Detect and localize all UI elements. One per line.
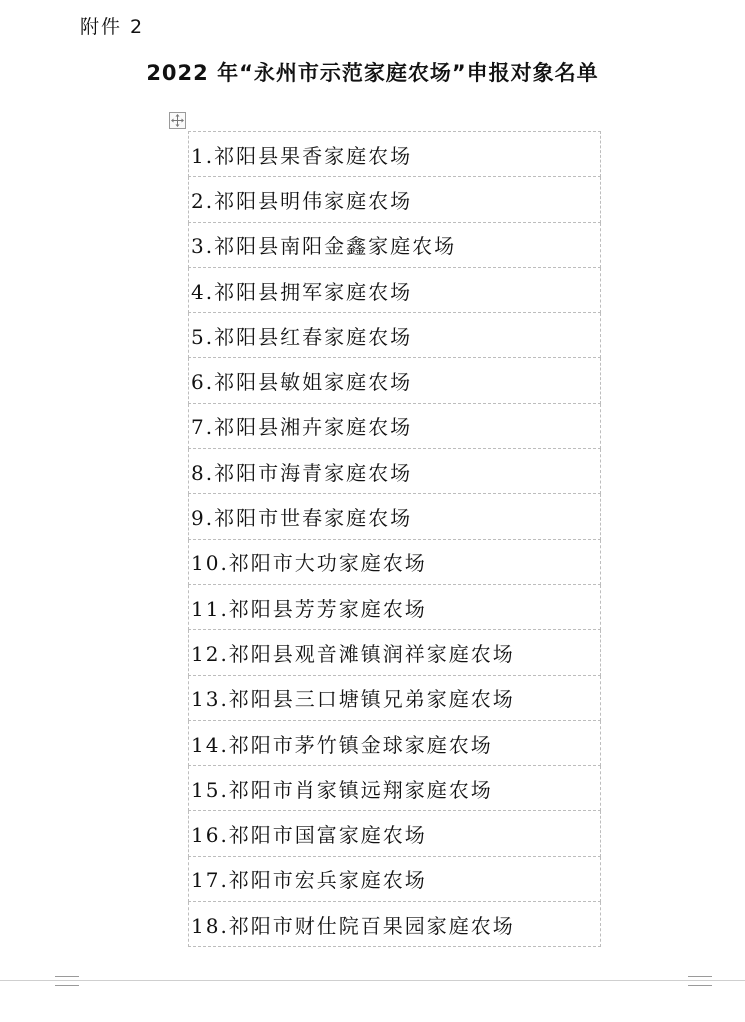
table-row: [189, 630, 601, 675]
applicant-table: [188, 131, 601, 947]
table-cell[interactable]: 13.祁阳县三口塘镇兄弟家庭农场: [189, 675, 601, 720]
table-row: [189, 902, 601, 947]
table-row: [189, 766, 601, 811]
move-cross-icon: [170, 113, 185, 128]
table-row: [189, 675, 601, 720]
page-boundary-line: [0, 980, 745, 981]
table-row: [189, 494, 601, 539]
table-row: [189, 403, 601, 448]
table-cell[interactable]: 5.祁阳县红春家庭农场: [189, 313, 601, 358]
table-cell[interactable]: 18.祁阳市财仕院百果园家庭农场: [189, 902, 601, 947]
right-margin-marker: [688, 976, 712, 986]
table-cell[interactable]: 16.祁阳市国富家庭农场: [189, 811, 601, 856]
table-cell[interactable]: 1.祁阳县果香家庭农场: [189, 132, 601, 177]
table-row: [189, 584, 601, 629]
table-cell[interactable]: 2.祁阳县明伟家庭农场: [189, 177, 601, 222]
table-cell[interactable]: 14.祁阳市茅竹镇金球家庭农场: [189, 720, 601, 765]
table-move-handle[interactable]: [169, 112, 186, 129]
table-cell[interactable]: 8.祁阳市海青家庭农场: [189, 449, 601, 494]
table-row: [189, 177, 601, 222]
table-row: [189, 358, 601, 403]
table-row: [189, 539, 601, 584]
table-row: [189, 856, 601, 901]
left-margin-marker: [55, 976, 79, 986]
table-cell[interactable]: 3.祁阳县南阳金鑫家庭农场: [189, 222, 601, 267]
table-cell[interactable]: 4.祁阳县拥军家庭农场: [189, 267, 601, 312]
attachment-label: 附件 2: [80, 16, 145, 38]
table-cell[interactable]: 12.祁阳县观音滩镇润祥家庭农场: [189, 630, 601, 675]
table-row: [189, 720, 601, 765]
table-cell[interactable]: 11.祁阳县芳芳家庭农场: [189, 584, 601, 629]
table-row: [189, 449, 601, 494]
table-row: [189, 811, 601, 856]
table-cell[interactable]: 17.祁阳市宏兵家庭农场: [189, 856, 601, 901]
table-cell[interactable]: 15.祁阳市肖家镇远翔家庭农场: [189, 766, 601, 811]
table-row: [189, 313, 601, 358]
table-cell[interactable]: 9.祁阳市世春家庭农场: [189, 494, 601, 539]
table-row: [189, 132, 601, 177]
table-cell[interactable]: 10.祁阳市大功家庭农场: [189, 539, 601, 584]
table-cell[interactable]: 6.祁阳县敏姐家庭农场: [189, 358, 601, 403]
table-row: [189, 267, 601, 312]
table-cell[interactable]: 7.祁阳县湘卉家庭农场: [189, 403, 601, 448]
document-title: 2022 年“永州市示范家庭农场”申报对象名单: [146, 61, 599, 85]
table-row: [189, 222, 601, 267]
